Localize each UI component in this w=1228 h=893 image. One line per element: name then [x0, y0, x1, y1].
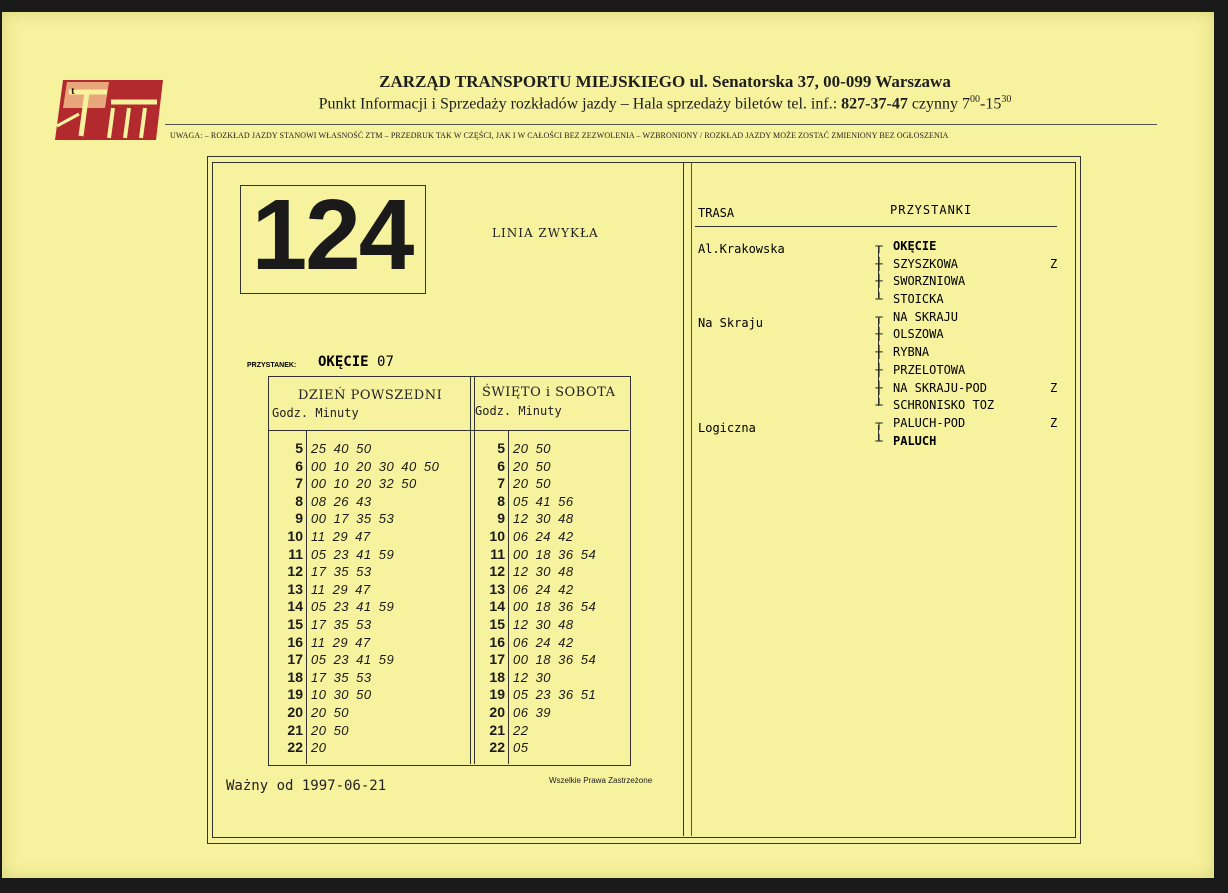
- hour-cell: 8: [497, 492, 505, 509]
- line-type: LINIA ZWYKŁA: [492, 226, 599, 240]
- hour-cell: 10: [287, 527, 303, 544]
- minutes-cell: 12 30: [513, 669, 552, 685]
- route-stop: [872, 433, 1062, 451]
- holiday-hour-row: [478, 510, 596, 528]
- hour-cell: 6: [497, 457, 505, 474]
- weekday-hour-row: [276, 581, 439, 599]
- hour-cell: 9: [497, 510, 505, 527]
- header-rule: [165, 124, 1157, 125]
- route-stop: [872, 238, 1062, 256]
- hour-cell: 7: [295, 475, 303, 492]
- route-stop: [872, 380, 1062, 398]
- route-stop: [872, 291, 1062, 309]
- minutes-cell: 11 29 47: [311, 528, 371, 544]
- stop-marker-icon: ┴: [875, 433, 883, 448]
- stops-column-header: PRZYSTANKI: [890, 203, 973, 217]
- hour-cell: 18: [489, 668, 505, 685]
- weekday-hour-row: [276, 458, 439, 476]
- route-stop: [872, 397, 1062, 415]
- minutes-cell: 12 30 48: [513, 616, 574, 632]
- street-al-krakowska: Al.Krakowska: [698, 242, 785, 256]
- route-stop: [872, 326, 1062, 344]
- route-stop: [872, 309, 1062, 327]
- weekday-hour-row: [276, 651, 439, 669]
- minutes-cell: 00 10 20 30 40 50: [311, 458, 440, 474]
- holiday-departures: [478, 440, 596, 757]
- hour-cell: 8: [295, 492, 303, 509]
- ztm-logo: [49, 78, 165, 142]
- minutes-cell: 00 18 36 54: [513, 599, 597, 615]
- info-point-line: Punkt Informacji i Sprzedaży rozkładów jazdy – Hala sprzedaży biletów tel. inf.: 827-37-47 czynny $7^{00}-15^{30}$: [318, 94, 1012, 113]
- on-request-flag: Z: [1050, 256, 1058, 271]
- stop-name-label: SZYSZKOWA: [893, 256, 959, 271]
- weekday-hour-row: [276, 722, 439, 740]
- stop-name-label: OKĘCIE: [893, 239, 937, 253]
- stop-name-label: OLSZOWA: [893, 327, 944, 342]
- holiday-hour-row: [478, 739, 596, 757]
- minutes-cell: 06 24 42: [513, 634, 574, 650]
- stop-marker-icon: ┬: [875, 309, 883, 324]
- minutes-cell: 17 35 53: [311, 564, 372, 580]
- minutes-cell: 25 40 50: [311, 441, 372, 456]
- timetable-column-divider-2: [474, 376, 475, 764]
- minutes-cell: 05 41 56: [513, 493, 574, 509]
- route-column-header: TRASA: [698, 206, 735, 220]
- stop-marker-icon: ┼: [875, 362, 883, 377]
- weekday-hour-row: [276, 739, 439, 757]
- holiday-hour-row: [478, 722, 596, 740]
- weekday-hour-row: [276, 563, 439, 581]
- holiday-hour-row: [478, 581, 596, 599]
- hour-cell: 13: [489, 580, 505, 597]
- hour-cell: 19: [489, 686, 505, 703]
- weekday-hour-row: [276, 704, 439, 722]
- stop-name-label: NA SKRAJU-POD: [893, 380, 987, 395]
- weekday-hour-row: [276, 440, 439, 458]
- stop-name-label: NA SKRAJU: [893, 309, 959, 324]
- phone-number: 827-37-47: [841, 95, 908, 113]
- minutes-cell: 05 23 41 59: [311, 599, 395, 615]
- minutes-cell: 17 35 53: [311, 669, 372, 685]
- hour-cell: 7: [497, 475, 505, 492]
- holiday-hour-row: [478, 440, 596, 458]
- hour-cell: 5: [295, 440, 303, 456]
- svg-text:t: t: [71, 85, 75, 97]
- weekday-hour-row: [276, 598, 439, 616]
- weekday-hour-row: [276, 686, 439, 704]
- hour-cell: 12: [489, 563, 505, 580]
- stop-marker-icon: ┬: [875, 415, 883, 430]
- minutes-cell: 00 10 20 32 50: [311, 476, 417, 492]
- weekday-hour-row: [276, 634, 439, 652]
- route-stop: [872, 344, 1062, 362]
- stop-name-label: STOICKA: [893, 292, 944, 307]
- street-na-skraju: Na Skraju: [698, 316, 764, 330]
- minutes-cell: 11 29 47: [311, 634, 371, 650]
- holiday-hour-row: [478, 651, 596, 669]
- holiday-hour-row: [478, 686, 596, 704]
- stop-marker-icon: ┼: [875, 345, 883, 360]
- minutes-cell: 20 50: [513, 441, 552, 456]
- minutes-cell: 08 26 43: [311, 493, 372, 509]
- valid-from: Ważny od 1997-06-21: [226, 778, 387, 794]
- minutes-cell: 20 50: [311, 722, 350, 738]
- minutes-cell: 05 23 41 59: [311, 546, 395, 562]
- minutes-cell: 00 17 35 53: [311, 511, 395, 527]
- hour-cell: 22: [489, 739, 505, 756]
- minutes-cell: 11 29 47: [311, 581, 371, 597]
- holiday-hour-row: [478, 546, 596, 564]
- weekday-hour-row: [276, 616, 439, 634]
- stop-name-label: SCHRONISKO TOZ: [893, 398, 995, 413]
- copyright-warning: UWAGA: – ROZKŁAD JAZDY STANOWI WŁASNOŚĆ ZTM – PRZEDRUK TAK W CZĘŚCI, JAK I W CAŁOŚCI BEZ ZEZWOLENIA – WZBRONIONY / ROZKŁAD JAZDY MOŻE ZOSTAĆ ZMIENIONY BEZ OGŁOSZENIA: [170, 131, 949, 140]
- weekday-hour-row: [276, 475, 439, 493]
- holiday-title: ŚWIĘTO i SOBOTA: [482, 385, 616, 400]
- stop-name-label: SWORZNIOWA: [893, 274, 966, 289]
- route-stop: [872, 273, 1062, 291]
- holiday-hour-row: [478, 475, 596, 493]
- stop-marker-icon: ┬: [875, 239, 883, 253]
- hour-cell: 5: [497, 440, 505, 456]
- hour-cell: 17: [489, 651, 505, 668]
- hour-cell: 14: [287, 598, 303, 615]
- hour-cell: 9: [295, 510, 303, 527]
- hour-cell: 15: [287, 615, 303, 632]
- street-logiczna: Logiczna: [698, 421, 756, 435]
- route-stop: [872, 415, 1062, 433]
- weekday-departures: [276, 440, 439, 757]
- weekday-hour-row: [276, 510, 439, 528]
- hour-cell: 21: [489, 721, 505, 738]
- minutes-cell: 05 23 36 51: [513, 687, 597, 703]
- hour-cell: 20: [489, 703, 505, 720]
- minutes-cell: 10 30 50: [311, 687, 372, 703]
- stop-name-label: PALUCH: [893, 433, 937, 448]
- weekday-hour-row: [276, 669, 439, 687]
- minutes-cell: 22: [513, 722, 529, 738]
- minutes-cell: 20 50: [513, 476, 552, 492]
- stop-label: PRZYSTANEK:: [247, 362, 297, 369]
- minutes-cell: 17 35 53: [311, 616, 372, 632]
- organization-title: ZARZĄD TRANSPORTU MIEJSKIEGO ul. Senatorska 37, 00-099 Warszawa: [379, 72, 951, 91]
- minutes-cell: 06 24 42: [513, 581, 574, 597]
- weekday-hour-row: [276, 528, 439, 546]
- line-number: 124: [251, 179, 413, 291]
- hour-cell: 20: [287, 703, 303, 720]
- minutes-cell: 06 24 42: [513, 528, 574, 544]
- stop-marker-icon: ┴: [875, 292, 883, 307]
- holiday-hour-row: [478, 616, 596, 634]
- minutes-cell: 05: [513, 740, 529, 756]
- route-header-rule: [695, 226, 1057, 227]
- hour-cell: 19: [287, 686, 303, 703]
- stop-marker-icon: ┼: [875, 380, 883, 395]
- weekday-subheader: Godz. Minuty: [272, 406, 359, 420]
- timetable-column-divider: [470, 376, 471, 764]
- minutes-cell: 20: [311, 740, 327, 756]
- hour-cell: 18: [287, 668, 303, 685]
- route-stop: [872, 256, 1062, 274]
- holiday-hour-row: [478, 458, 596, 476]
- timetable-header-rule: [268, 430, 629, 431]
- route-stop: [872, 362, 1062, 380]
- minutes-cell: 00 18 36 54: [513, 652, 597, 668]
- hour-cell: 11: [288, 545, 303, 562]
- minutes-cell: 20 50: [311, 704, 350, 720]
- stop-marker-icon: ┼: [875, 256, 883, 271]
- minutes-cell: 20 50: [513, 458, 552, 474]
- stop-marker-icon: ┼: [875, 327, 883, 342]
- hour-cell: 22: [287, 739, 303, 756]
- holiday-hour-row: [478, 563, 596, 581]
- hour-cell: 16: [489, 633, 505, 650]
- holiday-hour-row: [478, 669, 596, 687]
- panel-divider-secondary: [691, 162, 692, 836]
- minutes-cell: 12 30 48: [513, 564, 574, 580]
- minutes-cell: 00 18 36 54: [513, 546, 597, 562]
- minutes-cell: 12 30 48: [513, 511, 574, 527]
- hour-cell: 16: [287, 633, 303, 650]
- holiday-subheader: Godz. Minuty: [475, 404, 562, 418]
- hour-cell: 12: [287, 563, 303, 580]
- hour-cell: 21: [287, 721, 303, 738]
- hour-cell: 15: [489, 615, 505, 632]
- stop-name-label: RYBNA: [893, 345, 930, 360]
- holiday-hour-row: [478, 528, 596, 546]
- on-request-flag: Z: [1050, 380, 1058, 395]
- hour-cell: 13: [287, 580, 303, 597]
- hour-cell: 10: [489, 527, 505, 544]
- on-request-flag: Z: [1050, 415, 1058, 430]
- stop-name: OKĘCIE 07: [318, 354, 394, 370]
- holiday-hour-row: [478, 598, 596, 616]
- weekday-hour-row: [276, 493, 439, 511]
- hour-cell: 17: [287, 651, 303, 668]
- rights-reserved: Wszelkie Prawa Zastrzeżone: [549, 776, 653, 785]
- minutes-cell: 05 23 41 59: [311, 652, 395, 668]
- weekday-hour-row: [276, 546, 439, 564]
- stop-marker-icon: ┼: [875, 274, 883, 289]
- minutes-cell: 06 39: [513, 704, 552, 720]
- route-stops-list: [872, 238, 1062, 450]
- panel-divider: [683, 162, 684, 836]
- holiday-hour-row: [478, 493, 596, 511]
- stop-name-label: PALUCH-POD: [893, 415, 966, 430]
- hour-cell: 11: [490, 545, 505, 562]
- holiday-hour-row: [478, 634, 596, 652]
- hour-cell: 6: [295, 457, 303, 474]
- stop-marker-icon: ┴: [875, 398, 883, 413]
- weekday-title: DZIEŃ POWSZEDNI: [298, 388, 443, 403]
- holiday-hour-row: [478, 704, 596, 722]
- hour-cell: 14: [489, 598, 505, 615]
- stop-name-label: PRZELOTOWA: [893, 362, 966, 377]
